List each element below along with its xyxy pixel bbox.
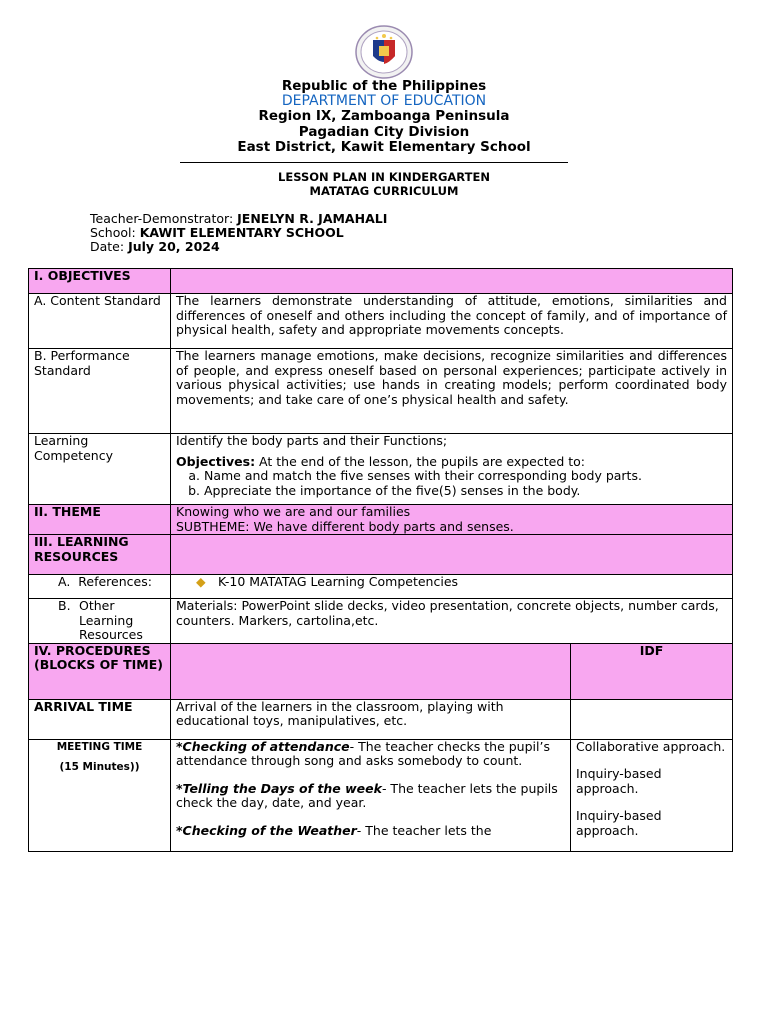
teacher-value: JENELYN R. JAMAHALI [237,211,388,226]
references-row [29,575,733,599]
theme-row [29,505,733,535]
resources-head-fill [171,535,733,575]
date-label: Date: [90,239,129,254]
procedures-row [29,643,733,699]
curriculum-title: MATATAG CURRICULUM [309,184,459,198]
lesson-plan-table [28,268,733,852]
teacher-label: Teacher-Demonstrator: [90,211,238,226]
performance-standard-text: The learners manage emotions, make decisions, recognize similarities and differences of people, and express oneself based on personal experiences; participate actively in various physical activities; use hands in creating models; perform coordinated body movements; and take care of one’s physical health and safety. [171,349,733,434]
days-text: - The teacher lets the pupils check the day, date, and year. [176,780,558,810]
days-item [176,782,565,811]
header-republic: Republic of the Philippines [281,78,487,94]
idf-inquiry-1: Inquiry-based approach. [576,766,662,796]
lesson-title: LESSON PLAN IN KINDERGARTEN [278,170,490,184]
content-standard-label: A. Content Standard [29,294,171,349]
days-lead: *Telling the Days of the week [176,780,382,796]
objective-a: a. Name and match the five senses with their corresponding body parts. [204,469,727,484]
procedures-head: IV. PROCEDURES (BLOCKS OF TIME) [29,643,171,699]
attendance-text: - The teacher checks the pupil’s attendance through song and asks somebody to count. [176,739,550,768]
meeting-idf [571,739,733,851]
other-text: Materials: PowerPoint slide decks, video presentation, concrete objects, number cards, counters. Markers, cartolina,etc. [171,599,733,644]
objectives-head-fill [171,269,733,294]
meeting-row [29,739,733,851]
other-label: Other Learning Resources [79,598,143,642]
date-line [90,240,220,254]
arrival-text: Arrival of the learners in the classroom, playing with educational toys, manipulatives, etc. [171,699,571,739]
school-label: School: [90,225,140,240]
objectives-row [29,269,733,294]
meeting-duration: (15 Minutes)) [59,761,140,773]
competency-row [29,434,733,505]
competency-label: Learning Competency [29,434,171,505]
idf-collaborative: Collaborative approach. [576,739,726,754]
resources-row [29,535,733,575]
weather-item [176,824,565,839]
content-standard-text: The learners demonstrate understanding of attitude, emotions, similarities and differences of oneself and others including the concept of family, and of importance of physical health, safety and appropriate movements concepts. [171,294,733,349]
theme-cell [171,505,733,535]
date-value: July 20, 2024 [128,239,220,254]
school-value: KAWIT ELEMENTARY SCHOOL [139,225,344,240]
objectives-head: I. OBJECTIVES [29,269,171,294]
idf-head: IDF [571,643,733,699]
school-line [90,226,344,240]
arrival-idf [571,699,733,739]
header-district: East District, Kawit Elementary School [237,139,531,155]
meeting-label-cell [29,739,171,851]
objectives-text: At the end of the lesson, the pupils are expected to: [255,453,586,469]
references-label: References: [78,574,152,589]
weather-lead: *Checking of the Weather [176,822,357,838]
performance-standard-label: B. Performance Standard [29,349,171,434]
header-divider [180,162,568,163]
attendance-item [176,740,565,769]
objectives-list [176,469,727,498]
resources-head: III. LEARNING RESOURCES [29,535,171,575]
header-region: Region IX, Zamboanga Peninsula [258,108,510,124]
attendance-lead: *Checking of attendance [176,739,350,754]
performance-standard-row [29,349,733,434]
objectives-lead: Objectives: [176,453,256,469]
procedures-head-fill [171,643,571,699]
references-text: K-10 MATATAG Learning Competencies [218,574,459,589]
deped-seal-icon [351,24,417,80]
arrival-row [29,699,733,739]
references-cell [171,575,733,599]
header-division: Pagadian City Division [298,124,470,140]
header-department: DEPARTMENT OF EDUCATION [281,93,487,109]
meeting-activities [171,739,571,851]
meeting-label: MEETING TIME [56,740,143,753]
other-resources-row [29,599,733,644]
idf-inquiry-2: Inquiry-based approach. [576,808,662,838]
competency-cell [171,434,733,505]
other-label-cell: B. Other Learning Resources [29,599,171,644]
competency-text: Identify the body parts and their Functions; [176,433,448,448]
diamond-bullet-icon: ◆ [196,574,206,589]
objectives-intro [176,455,727,470]
content-standard-row [29,294,733,349]
objective-b: b. Appreciate the importance of the five(5) senses in the body. [204,484,727,499]
teacher-line [90,212,387,226]
subtheme-text: SUBTHEME: We have different body parts and senses. [176,518,514,534]
theme-text: Knowing who we are and our families [176,504,411,519]
weather-text: - The teacher lets the [356,822,492,838]
theme-head: II. THEME [29,505,171,535]
arrival-label: ARRIVAL TIME [29,699,171,739]
references-label-cell: A. References: [29,575,171,599]
